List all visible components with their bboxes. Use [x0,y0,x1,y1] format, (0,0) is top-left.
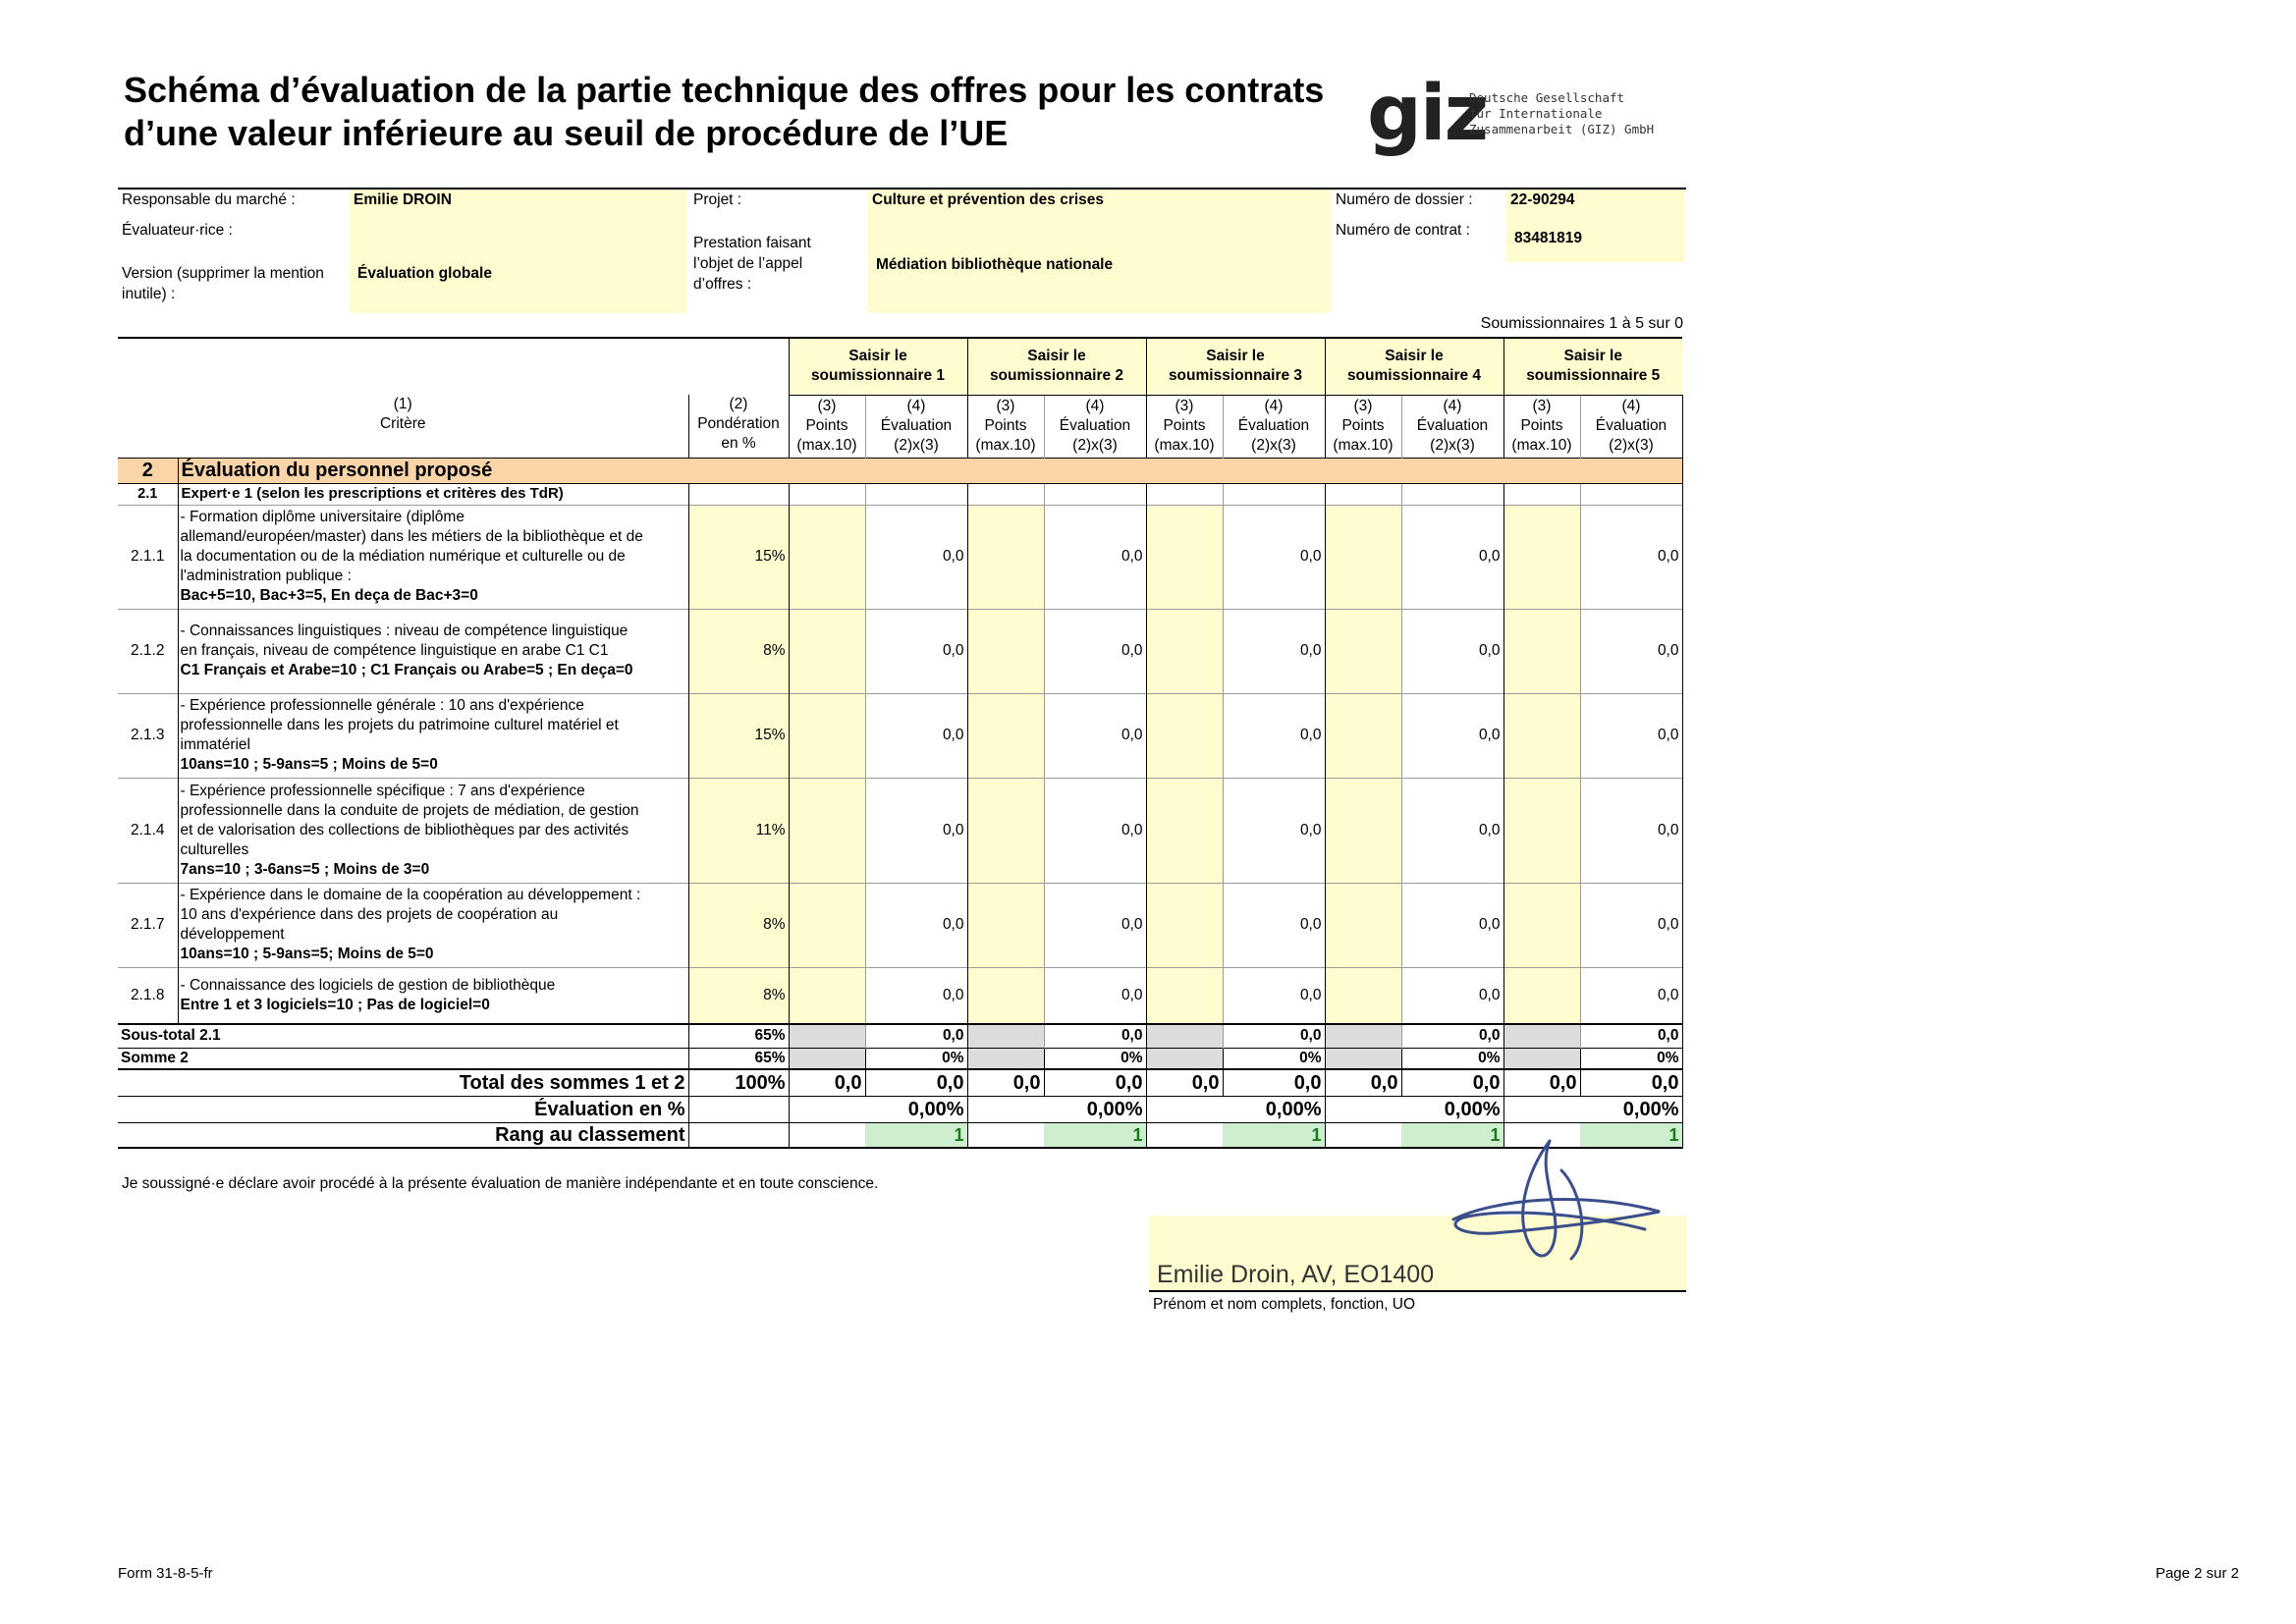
declaration-text: Je soussigné·e déclare avoir procédé à la présente évaluation de manière indépendante et en toute conscience. [122,1175,879,1192]
criterion-text: - Expérience dans le domaine de la coopération au développement : 10 ans d'expérience dans des projets de coopération au développement 10ans=10 ; 5-9ans=5; Moins de 5=0 [178,883,688,967]
evaluation-cell: 0,0 [865,883,967,967]
points-input[interactable] [1503,505,1580,609]
total-points: 0,0 [1146,1069,1223,1096]
total-points: 0,0 [967,1069,1044,1096]
section-title: Évaluation du personnel proposé [178,458,1682,483]
evaluation-cell: 0,0 [865,693,967,778]
evaluation-cell: 0,0 [1401,883,1503,967]
criterion-row [118,693,1682,778]
points-input[interactable] [1503,693,1580,778]
evaluation-cell: 0,0 [865,505,967,609]
bidder-4-header[interactable]: Saisir le soumissionnaire 4 [1325,338,1503,395]
total-label: Total des sommes 1 et 2 [118,1069,688,1096]
total-row [118,1069,1682,1096]
points-input[interactable] [1325,609,1401,693]
evaluation-cell: 0,0 [1401,778,1503,883]
col-points-header: (3) Points (max.10) [1146,395,1223,458]
criterion-row [118,505,1682,609]
criterion-scale: Bac+5=10, Bac+3=5, En deça de Bac+3=0 [180,587,478,604]
col-weight-num: (2) [729,396,748,412]
col-criterion-num: (1) [393,396,412,412]
points-input[interactable] [967,778,1044,883]
evaluation-cell: 0,0 [1044,778,1146,883]
evalpct-value: 0,00% [865,1096,967,1122]
evaluation-cell: 0,0 [1580,693,1682,778]
giz-logo-mark: giz [1367,70,1487,158]
logo-text-line-1: Deutsche Gesellschaft [1469,90,1625,105]
total-points: 0,0 [1325,1069,1401,1096]
somme-eval: 0% [1580,1048,1682,1069]
subsection-number: 2.1 [118,483,178,505]
criterion-row [118,609,1682,693]
criterion-number: 2.1.3 [118,693,178,778]
evaluation-cell: 0,0 [1580,778,1682,883]
rank-value: 1 [865,1122,967,1148]
criterion-number: 2.1.8 [118,967,178,1024]
evaluation-table [118,337,1683,1149]
col-eval-header: (4) Évaluation (2)x(3) [1401,395,1503,458]
points-input[interactable] [789,505,865,609]
criterion-text: - Expérience professionnelle spécifique : 7 ans d'expérience professionnelle dans la conduite de projets de médiation, de gestion et de valorisation des collections de bibliothèques par des activités culturelles 7ans=10 ; 3-6ans=5 ; Moins de 3=0 [178,778,688,883]
col-points-header: (3) Points (max.10) [1325,395,1401,458]
evaluation-cell: 0,0 [1580,967,1682,1024]
col-points-header: (3) Points (max.10) [967,395,1044,458]
criterion-scale: 10ans=10 ; 5-9ans=5 ; Moins de 5=0 [180,756,438,773]
somme-row [118,1048,1682,1069]
subtotal-eval: 0,0 [1580,1024,1682,1048]
criterion-scale: C1 Français et Arabe=10 ; C1 Français ou Arabe=5 ; En deça=0 [180,662,633,678]
criterion-scale: 10ans=10 ; 5-9ans=5; Moins de 5=0 [180,946,434,962]
col-eval-header: (4) Évaluation (2)x(3) [1223,395,1325,458]
rank-value: 1 [1401,1122,1503,1148]
evaluation-cell: 0,0 [865,967,967,1024]
bidder-1-header[interactable]: Saisir le soumissionnaire 1 [789,338,967,395]
criterion-scale: Entre 1 et 3 logiciels=10 ; Pas de logiciel=0 [180,996,490,1013]
header-spacer [118,338,789,395]
criterion-weight[interactable]: 15% [688,693,789,778]
criterion-scale: 7ans=10 ; 3-6ans=5 ; Moins de 3=0 [180,860,430,878]
handwritten-signature [1434,1131,1679,1269]
rank-value: 1 [1223,1122,1325,1148]
points-input[interactable] [1325,778,1401,883]
evaluation-cell: 0,0 [1401,505,1503,609]
evalpct-value: 0,00% [1044,1096,1146,1122]
evaluation-cell: 0,0 [1401,967,1503,1024]
somme-label: Somme 2 [118,1048,688,1069]
points-input[interactable] [967,883,1044,967]
criterion-text: - Formation diplôme universitaire (diplôme allemand/européen/master) dans les métiers de la bibliothèque et de la documentation ou de la médiation numérique et culturelle ou de l'administration publique : Bac+5=10, Bac+3=5, En deça de Bac+3=0 [178,505,688,609]
col-eval-header: (4) Évaluation (2)x(3) [1580,395,1682,458]
version-label: Version (supprimer la mention inutile) : [122,265,324,302]
points-input[interactable] [1146,883,1223,967]
signature-caption: Prénom et nom complets, fonction, UO [1153,1296,1416,1313]
subtotal-weight: 65% [688,1024,789,1048]
criterion-number: 2.1.2 [118,609,178,693]
points-input[interactable] [789,883,865,967]
title-line-1: Schéma d’évaluation de la partie technique des offres pour les contrats [124,70,1325,110]
prestation-label: Prestation faisant l’objet de l’appel d’offres : [693,235,811,293]
points-input[interactable] [1503,967,1580,1024]
criterion-number: 2.1.1 [118,505,178,609]
rank-label: Rang au classement [118,1122,688,1148]
responsable-value: Emilie DROIN [354,191,452,208]
col-weight-label: Pondération [697,415,780,432]
criterion-weight[interactable]: 8% [688,609,789,693]
criterion-number: 2.1.4 [118,778,178,883]
criterion-weight[interactable]: 8% [688,967,789,1024]
subtotal-eval: 0,0 [1401,1024,1503,1048]
criterion-weight[interactable]: 8% [688,883,789,967]
version-value[interactable]: Évaluation globale [357,265,492,282]
somme-eval: 0% [1401,1048,1503,1069]
evaluation-cell: 0,0 [1044,609,1146,693]
projet-label: Projet : [693,191,742,208]
bidder-3-header[interactable]: Saisir le soumissionnaire 3 [1146,338,1325,395]
logo-text-line-3: Zusammenarbeit (GIZ) GmbH [1469,122,1655,136]
dossier-field[interactable] [1506,189,1684,262]
section-row [118,458,1682,483]
giz-logo [1367,70,1662,158]
points-input[interactable] [1325,883,1401,967]
evaluateur-field[interactable] [354,220,687,241]
evaluation-cell: 0,0 [1223,778,1325,883]
col-eval-header: (4) Évaluation (2)x(3) [865,395,967,458]
evaluation-cell: 0,0 [1580,609,1682,693]
points-input[interactable] [1146,693,1223,778]
header-info-block [118,188,1686,313]
criterion-row [118,967,1682,1024]
evaluation-cell: 0,0 [1044,505,1146,609]
somme-eval: 0% [865,1048,967,1069]
criterion-number: 2.1.7 [118,883,178,967]
subsection-title: Expert·e 1 (selon les prescriptions et critères des TdR) [178,483,688,505]
criterion-weight[interactable]: 11% [688,778,789,883]
responsable-field[interactable] [350,189,687,313]
total-eval: 0,0 [1401,1069,1503,1096]
criterion-text: - Connaissance des logiciels de gestion de bibliothèque Entre 1 et 3 logiciels=10 ; Pas de logiciel=0 [178,967,688,1024]
points-input[interactable] [789,778,865,883]
responsable-label: Responsable du marché : [122,191,296,208]
col-weight-unit: en % [721,435,756,452]
rank-value: 1 [1580,1122,1682,1148]
column-header-row [118,395,1682,458]
contrat-value[interactable]: 83481819 [1514,230,1582,246]
points-input[interactable] [1146,778,1223,883]
form-number: Form 31-8-5-fr [118,1565,213,1582]
evaluation-cell: 0,0 [1223,505,1325,609]
evalpct-label: Évaluation en % [118,1096,688,1122]
subtotal-row [118,1024,1682,1048]
contrat-label: Numéro de contrat : [1336,222,1470,239]
total-eval: 0,0 [1580,1069,1682,1096]
somme-eval: 0% [1044,1048,1146,1069]
points-input[interactable] [967,693,1044,778]
title-line-2: d’une valeur inférieure au seuil de procédure de l’UE [124,113,1009,153]
evaluation-cell: 0,0 [1044,967,1146,1024]
somme-weight: 65% [688,1048,789,1069]
criterion-row [118,778,1682,883]
projet-field[interactable] [868,189,1332,313]
evalpct-value: 0,00% [1401,1096,1503,1122]
somme-eval: 0% [1223,1048,1325,1069]
criterion-text: - Connaissances linguistiques : niveau de compétence linguistique en français, niveau de compétence linguistique en arabe C1 C1 C1 Français et Arabe=10 ; C1 Français ou Arabe=5 ; En deça=0 [178,609,688,693]
criterion-row [118,883,1682,967]
total-points: 0,0 [789,1069,865,1096]
dossier-label: Numéro de dossier : [1336,191,1473,208]
subtotal-label: Sous-total 2.1 [118,1024,688,1048]
col-points-header: (3) Points (max.10) [1503,395,1580,458]
evaluation-cell: 0,0 [1580,883,1682,967]
evaluation-cell: 0,0 [1223,693,1325,778]
evaluation-cell: 0,0 [1401,693,1503,778]
subtotal-eval: 0,0 [865,1024,967,1048]
evaluation-cell: 0,0 [1223,609,1325,693]
page-title [124,69,1332,155]
prestation-value[interactable]: Médiation bibliothèque nationale [876,256,1114,273]
total-eval: 0,0 [1223,1069,1325,1096]
points-input[interactable] [789,693,865,778]
evaluation-cell: 0,0 [865,778,967,883]
total-points: 0,0 [1503,1069,1580,1096]
criterion-weight[interactable]: 15% [688,505,789,609]
logo-text-line-2: für Internationale [1469,106,1603,121]
bidder-2-header[interactable]: Saisir le soumissionnaire 2 [967,338,1146,395]
col-points-header: (3) Points (max.10) [789,395,865,458]
points-input[interactable] [1503,609,1580,693]
evaluation-cell: 0,0 [1044,693,1146,778]
total-weight: 100% [688,1069,789,1096]
evaluation-cell: 0,0 [865,609,967,693]
points-input[interactable] [789,967,865,1024]
col-criterion-header [118,395,688,458]
evalpct-value: 0,00% [1223,1096,1325,1122]
col-criterion-label: Critère [379,415,426,432]
total-eval: 0,0 [865,1069,967,1096]
subsection-row [118,483,1682,505]
col-weight-header [688,395,789,458]
points-input[interactable] [1325,505,1401,609]
evaluation-cell: 0,0 [1223,967,1325,1024]
rank-value: 1 [1044,1122,1146,1148]
signature-name: Emilie Droin, AV, EO1400 [1157,1261,1435,1288]
points-input[interactable] [967,967,1044,1024]
evaluation-cell: 0,0 [1401,609,1503,693]
evaluateur-label: Évaluateur·rice : [122,222,233,239]
points-input[interactable] [967,505,1044,609]
evaluation-percent-row [118,1096,1682,1122]
subtotal-eval: 0,0 [1223,1024,1325,1048]
subtotal-eval: 0,0 [1044,1024,1146,1048]
evalpct-value: 0,00% [1580,1096,1682,1122]
points-input[interactable] [1146,967,1223,1024]
bidder-header-row [118,338,1682,395]
points-input[interactable] [1503,778,1580,883]
evaluation-cell: 0,0 [1223,883,1325,967]
bidder-counter: Soumissionnaires 1 à 5 sur 0 [1480,315,1683,332]
section-number: 2 [118,458,178,483]
points-input[interactable] [1146,505,1223,609]
points-input[interactable] [1325,967,1401,1024]
points-input[interactable] [967,609,1044,693]
projet-value: Culture et prévention des crises [872,191,1105,208]
evaluation-cell: 0,0 [1044,883,1146,967]
evaluation-cell: 0,0 [1580,505,1682,609]
page-number: Page 2 sur 2 [2155,1565,2239,1582]
points-input[interactable] [789,609,865,693]
points-input[interactable] [1503,883,1580,967]
total-eval: 0,0 [1044,1069,1146,1096]
giz-logo-text [1469,90,1654,137]
points-input[interactable] [1146,609,1223,693]
criterion-text: - Expérience professionnelle générale : 10 ans d'expérience professionnelle dans les projets du patrimoine culturel matériel et immatériel 10ans=10 ; 5-9ans=5 ; Moins de 5=0 [178,693,688,778]
bidder-5-header[interactable]: Saisir le soumissionnaire 5 [1503,338,1682,395]
dossier-value: 22-90294 [1510,191,1575,208]
points-input[interactable] [1325,693,1401,778]
col-eval-header: (4) Évaluation (2)x(3) [1044,395,1146,458]
